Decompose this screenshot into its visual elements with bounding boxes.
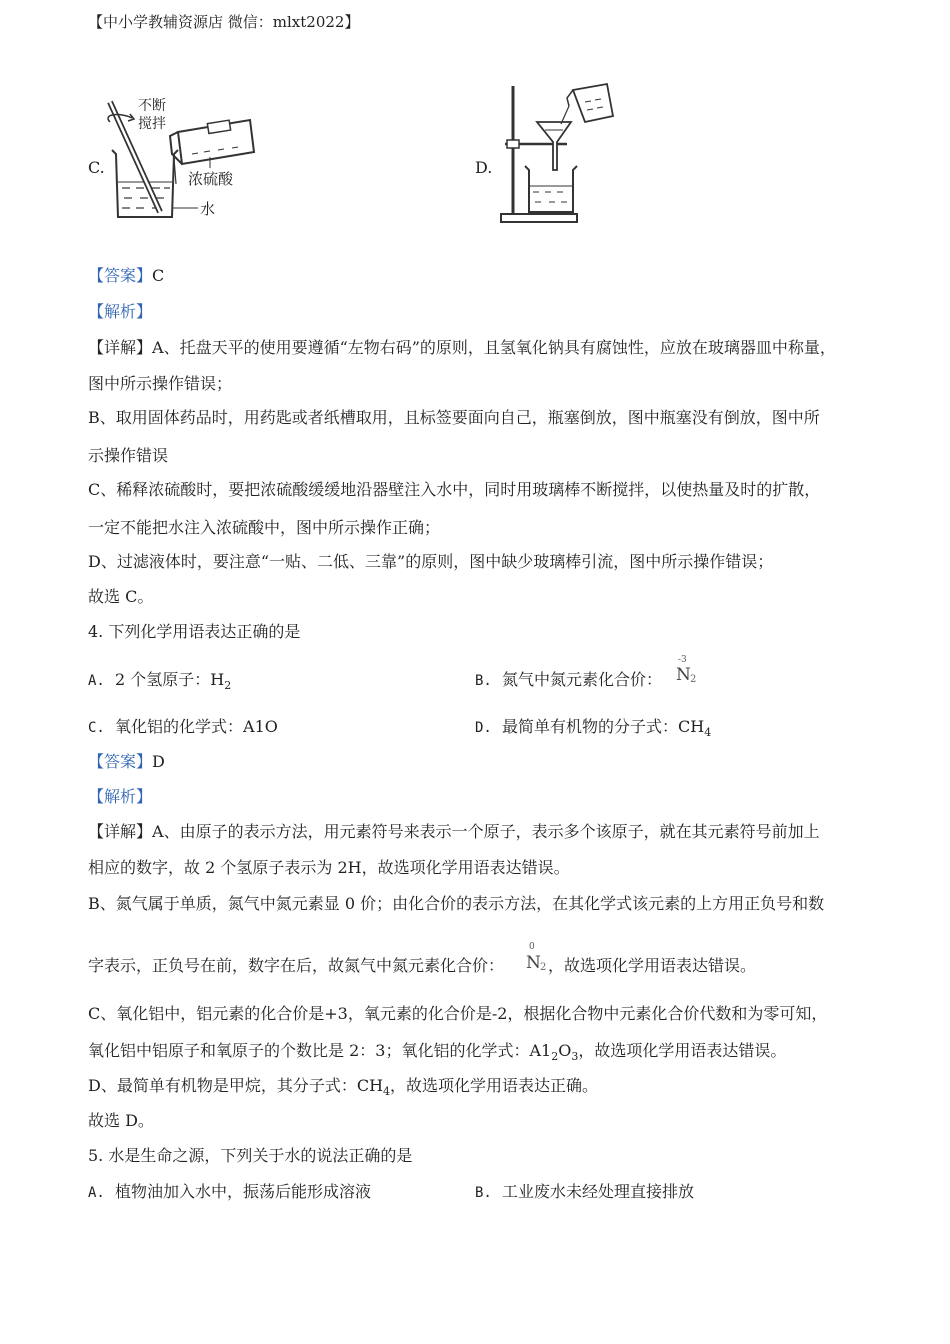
q3-detail-line-2: 图中所示操作错误；	[88, 374, 233, 393]
q5-option-a[interactable]: A. 植物油加入水中，振荡后能形成溶液	[88, 1182, 372, 1201]
q4-detail-line-3: B、氮气属于单质，氮气中氮元素显 0 价；由化合价的表示方法，在其化学式该元素的上方用正负号和数	[88, 894, 825, 913]
stir-label-1: 不断	[138, 98, 166, 114]
q4-detail-line-8: 故选 D。	[88, 1111, 154, 1130]
q3-detail-line-3: B、取用固体药品时，用药匙或者纸槽取用，且标签要面向自己，瓶塞倒放，图中瓶塞没有倒放，图中所	[88, 408, 820, 427]
q4-detail-line-6: 氧化铝中铝原子和氧原子的个数比是 2：3；氧化铝的化学式：$A1_2O_3$，故选项化学用语表达错误。	[88, 1041, 787, 1063]
q4-analysis-tag: 【解析】	[88, 787, 153, 806]
q4-detail-line-1: 【详解】A、由原子的表示方法，用元素符号来表示一个原子，表示多个该原子，就在其元素符号前加上	[88, 822, 820, 841]
q4-detail-line-4: 字表示，正负号在前，数字在后，故氮气中氮元素化合价： ，故选项化学用语表达错误。	[88, 956, 757, 975]
q4-detail-line-2: 相应的数字，故 2 个氢原子表示为 2H，故选项化学用语表达错误。	[88, 858, 570, 877]
q5-option-b[interactable]: B. 工业废水未经处理直接排放	[475, 1182, 695, 1201]
q4-option-d[interactable]: D. 最简单有机物的分子式：$CH_4$	[475, 717, 712, 739]
q3-detail-line-5: C、稀释浓硫酸时，要把浓硫酸缓缓地沿器壁注入水中，同时用玻璃棒不断搅拌，以使热量及时的扩散，	[88, 480, 821, 499]
dilution-figure	[100, 92, 280, 232]
option-c-label: C.	[88, 158, 105, 177]
q5-stem: 5. 水是生命之源，下列关于水的说法正确的是	[88, 1146, 413, 1165]
q3-detail-line-7: D、过滤液体时，要注意“一贴、二低、三靠”的原则，图中缺少玻璃棒引流，图中所示操作错误；	[88, 552, 774, 571]
stir-label-2: 搅拌	[138, 116, 166, 132]
q3-detail-line-8: 故选 C。	[88, 587, 154, 606]
q4-b-sub: 2	[690, 674, 697, 685]
q4-line4-charge: 0	[529, 942, 535, 952]
q4-option-a[interactable]: A. 2 个氢原子：$H_2$	[88, 670, 232, 692]
header-watermark: 【中小学教辅资源店 微信：mlxt2022】	[88, 13, 360, 31]
q3-detail-line-6: 一定不能把水注入浓硫酸中，图中所示操作正确；	[88, 518, 441, 537]
q4-b-charge: -3	[678, 655, 687, 665]
water-label: 水	[200, 200, 216, 218]
filtration-figure	[495, 80, 625, 228]
q3-answer: 【答案】C	[88, 266, 165, 285]
q3-detail-line-4: 示操作错误	[88, 446, 169, 465]
q4-detail-line-7: D、最简单有机物是甲烷，其分子式：$CH_4$，故选项化学用语表达正确。	[88, 1076, 599, 1098]
acid-label: 浓硫酸	[188, 170, 234, 188]
q4-line4-symbol: N	[526, 953, 541, 973]
q3-analysis-tag: 【解析】	[88, 302, 153, 321]
q4-b-symbol: N	[676, 665, 691, 685]
option-d-label: D.	[475, 158, 493, 177]
q4-option-c[interactable]: C. 氧化铝的化学式：A1O	[88, 717, 278, 736]
q4-line4-sub: 2	[540, 962, 547, 973]
q4-detail-line-5: C、氧化铝中，铝元素的化合价是+3，氧元素的化合价是-2，根据化合物中元素化合价代数和为零可知，	[88, 1004, 828, 1023]
q4-option-b[interactable]: B. 氮气中氮元素化合价：	[475, 670, 663, 689]
q4-answer: 【答案】D	[88, 752, 165, 771]
q4-stem: 4. 下列化学用语表达正确的是	[88, 622, 301, 641]
q3-detail-line-1: 【详解】A、托盘天平的使用要遵循“左物右码”的原则，且氢氧化钠具有腐蚀性，应放在玻璃器皿中称量，	[88, 338, 836, 357]
